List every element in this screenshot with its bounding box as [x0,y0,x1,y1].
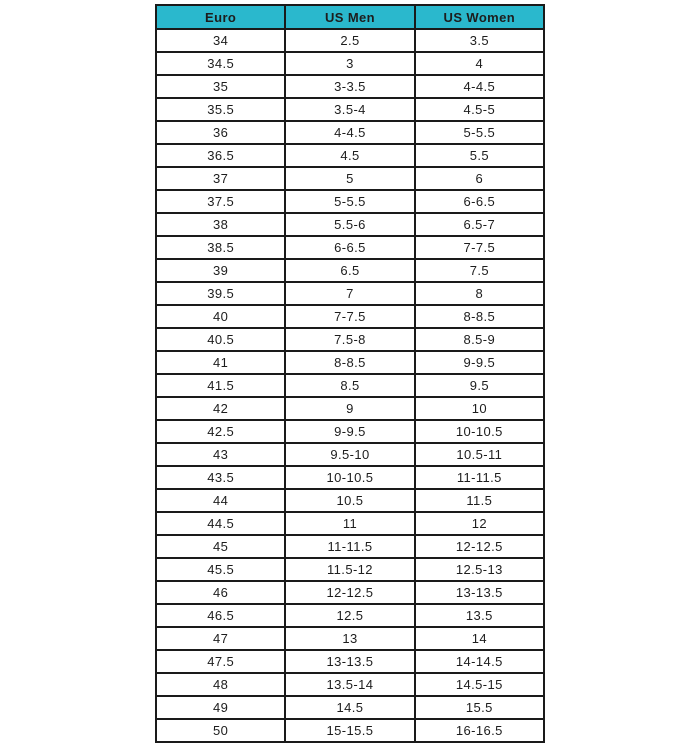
table-cell: 13.5-14 [285,673,414,696]
table-cell: 12.5 [285,604,414,627]
table-cell: 7-7.5 [285,305,414,328]
table-cell: 9.5 [415,374,544,397]
table-cell: 40.5 [156,328,285,351]
table-cell: 14.5-15 [415,673,544,696]
table-row [156,328,544,351]
table-row [156,627,544,650]
table-row [156,98,544,121]
table-row [156,581,544,604]
table-cell: 5-5.5 [285,190,414,213]
table-cell: 11 [285,512,414,535]
table-cell: 12-12.5 [285,581,414,604]
table-cell: 6 [415,167,544,190]
table-cell: 10 [415,397,544,420]
table-body [156,29,544,742]
table-cell: 7-7.5 [415,236,544,259]
table-row [156,121,544,144]
table-row [156,305,544,328]
table-cell: 45.5 [156,558,285,581]
table-cell: 9-9.5 [415,351,544,374]
header-cell-euro: Euro [156,5,285,29]
table-cell: 9 [285,397,414,420]
table-cell: 8.5 [285,374,414,397]
size-conversion-table [155,4,545,743]
table-row [156,282,544,305]
size-conversion-table-container [155,4,545,738]
table-cell: 6.5 [285,259,414,282]
table-row [156,29,544,52]
table-cell: 36 [156,121,285,144]
table-cell: 34 [156,29,285,52]
table-row [156,351,544,374]
table-cell: 16-16.5 [415,719,544,742]
table-cell: 3.5-4 [285,98,414,121]
table-cell: 12 [415,512,544,535]
table-cell: 41 [156,351,285,374]
table-cell: 4-4.5 [415,75,544,98]
table-cell: 36.5 [156,144,285,167]
table-cell: 14-14.5 [415,650,544,673]
table-cell: 11.5-12 [285,558,414,581]
table-cell: 13-13.5 [415,581,544,604]
table-cell: 41.5 [156,374,285,397]
table-cell: 40 [156,305,285,328]
table-row [156,236,544,259]
table-cell: 44.5 [156,512,285,535]
table-row [156,489,544,512]
table-cell: 3 [285,52,414,75]
table-cell: 4.5-5 [415,98,544,121]
table-cell: 34.5 [156,52,285,75]
table-cell: 46.5 [156,604,285,627]
table-cell: 43.5 [156,466,285,489]
table-row [156,512,544,535]
table-cell: 47 [156,627,285,650]
table-cell: 39.5 [156,282,285,305]
header-cell-us-women: US Women [415,5,544,29]
table-row [156,535,544,558]
table-row [156,466,544,489]
table-cell: 8.5-9 [415,328,544,351]
table-cell: 5.5 [415,144,544,167]
table-cell: 13 [285,627,414,650]
table-row [156,75,544,98]
table-cell: 49 [156,696,285,719]
table-row [156,144,544,167]
table-cell: 2.5 [285,29,414,52]
table-cell: 15-15.5 [285,719,414,742]
table-row [156,673,544,696]
table-cell: 37.5 [156,190,285,213]
table-row [156,558,544,581]
table-row [156,213,544,236]
table-cell: 13-13.5 [285,650,414,673]
table-cell: 7 [285,282,414,305]
table-cell: 10.5-11 [415,443,544,466]
table-cell: 4.5 [285,144,414,167]
table-cell: 3-3.5 [285,75,414,98]
table-cell: 50 [156,719,285,742]
table-row [156,374,544,397]
table-row [156,443,544,466]
table-row [156,420,544,443]
table-cell: 7.5 [415,259,544,282]
table-cell: 4 [415,52,544,75]
table-cell: 35.5 [156,98,285,121]
table-cell: 10.5 [285,489,414,512]
table-cell: 13.5 [415,604,544,627]
table-cell: 45 [156,535,285,558]
header-row [156,5,544,29]
table-cell: 8-8.5 [285,351,414,374]
table-cell: 37 [156,167,285,190]
table-row [156,604,544,627]
table-cell: 12.5-13 [415,558,544,581]
table-cell: 48 [156,673,285,696]
header-cell-us-men: US Men [285,5,414,29]
table-cell: 5.5-6 [285,213,414,236]
table-cell: 6.5-7 [415,213,544,236]
table-cell: 38.5 [156,236,285,259]
table-cell: 7.5-8 [285,328,414,351]
table-row [156,696,544,719]
table-row [156,719,544,742]
table-cell: 47.5 [156,650,285,673]
table-cell: 11-11.5 [415,466,544,489]
table-row [156,259,544,282]
table-cell: 10-10.5 [285,466,414,489]
table-cell: 8-8.5 [415,305,544,328]
table-cell: 14 [415,627,544,650]
table-cell: 42 [156,397,285,420]
table-row [156,650,544,673]
table-cell: 9-9.5 [285,420,414,443]
table-cell: 11.5 [415,489,544,512]
table-cell: 5-5.5 [415,121,544,144]
table-cell: 9.5-10 [285,443,414,466]
table-cell: 6-6.5 [415,190,544,213]
table-cell: 44 [156,489,285,512]
table-cell: 38 [156,213,285,236]
table-cell: 10-10.5 [415,420,544,443]
table-row [156,167,544,190]
table-cell: 42.5 [156,420,285,443]
table-cell: 35 [156,75,285,98]
table-row [156,397,544,420]
table-cell: 39 [156,259,285,282]
table-cell: 11-11.5 [285,535,414,558]
table-cell: 5 [285,167,414,190]
table-cell: 8 [415,282,544,305]
table-cell: 43 [156,443,285,466]
table-cell: 3.5 [415,29,544,52]
table-cell: 15.5 [415,696,544,719]
table-cell: 6-6.5 [285,236,414,259]
table-cell: 12-12.5 [415,535,544,558]
table-cell: 4-4.5 [285,121,414,144]
table-cell: 14.5 [285,696,414,719]
table-row [156,190,544,213]
table-header [156,5,544,29]
table-row [156,52,544,75]
table-cell: 46 [156,581,285,604]
